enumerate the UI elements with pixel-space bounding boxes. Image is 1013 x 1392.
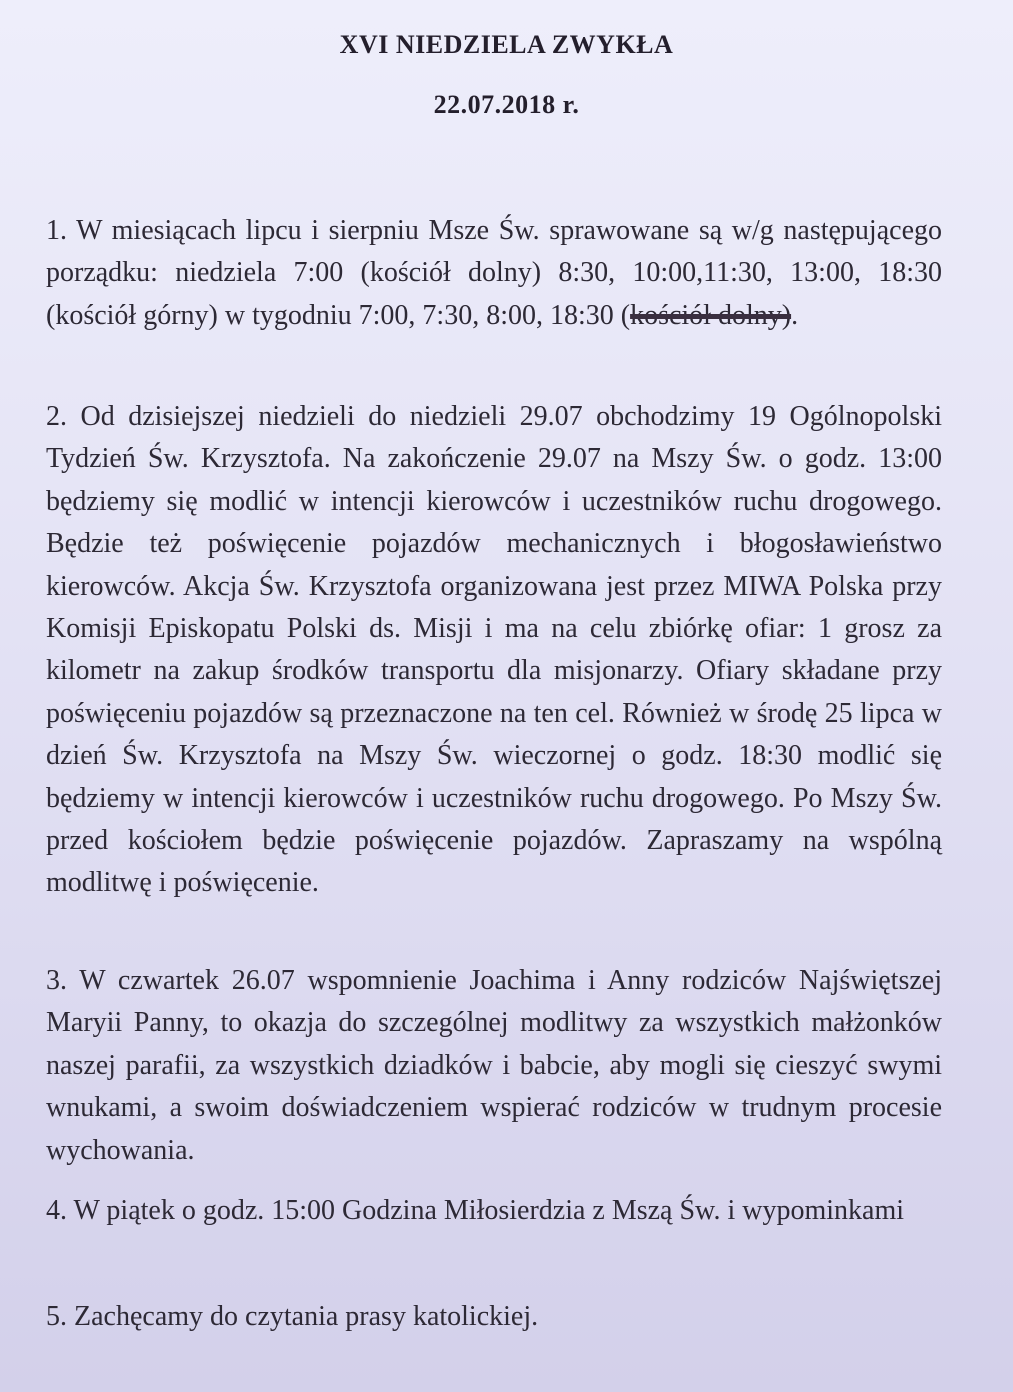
announcement-1-struck-text: kościół dolny) xyxy=(630,299,792,331)
announcement-1 xyxy=(46,210,942,337)
page-title: XVI NIEDZIELA ZWYKŁA xyxy=(339,30,674,59)
announcement-4: 4. W piątek o godz. 15:00 Godzina Miłosierdzia z Mszą Św. i wypominkami xyxy=(46,1195,905,1226)
announcement-3: 3. W czwartek 26.07 wspomnienie Joachima i Anny rodziców Najświętszej Maryii Panny, to okazja do szczególnej modlitwy za wszystkich małżonków naszej parafii, za wszystkich dziadków i babcie, aby mogli się cieszyć swymi wnukami, a swoim doświadczeniem wspierać rodziców w trudnym procesie wychowania. xyxy=(46,965,942,1166)
announcement-5: 5. Zachęcamy do czytania prasy katolickiej. xyxy=(46,1301,539,1332)
announcement-1-tail: . xyxy=(791,299,799,331)
page-date: 22.07.2018 r. xyxy=(433,90,580,119)
announcement-2: 2. Od dzisiejszej niedzieli do niedzieli 29.07 obchodzimy 19 Ogólnopolski Tydzień Św. Krzysztofa. Na zakończenie 29.07 na Mszy Św. o godz. 13:00 będziemy się modlić w intencji kierowców i uczestników ruchu drogowego. Będzie też poświęcenie pojazdów mechanicznych i błogosławieństwo kierowców. Akcja Św. Krzysztofa organizowana jest przez MIWA Polska przy Komisji Episkopatu Polski ds. Misji i ma na celu zbiórkę ofiar: 1 grosz za kilometr na zakup środków transportu dla misjonarzy. Ofiary składane przy poświęceniu pojazdów są przeznaczone na ten cel. Również w środę 25 lipca w dzień Św. Krzysztofa na Mszy Św. wieczornej o godz. 18:30 modlić się będziemy w intencji kierowców i uczestników ruchu drogowego. Po Mszy Św. przed kościołem będzie poświęcenie pojazdów. Zapraszamy na wspólną modlitwę i poświęcenie. xyxy=(46,401,942,899)
announcement-1-text: 1. W miesiącach lipcu i sierpniu Msze Św. sprawowane są w/g następującego porządku: niedziela 7:00 (kościół dolny) 8:30, 10:00,11:30, 13:00, 18:30 (kościół górny) w tygodniu 7:00, 7:30, 8:00, 18:30 ( xyxy=(46,215,942,331)
